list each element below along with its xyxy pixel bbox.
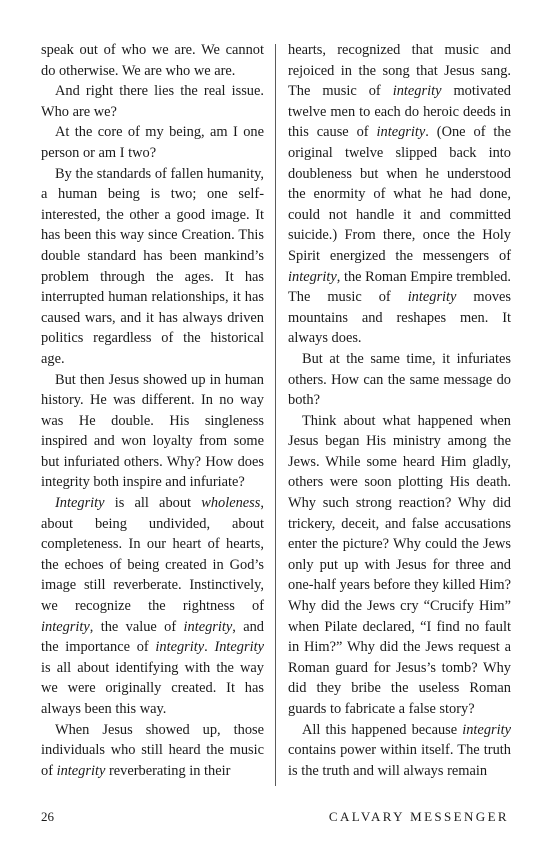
paragraph: And right there lies the real issue. Who are we? (41, 83, 264, 120)
paragraph: But at the same time, it infuriates others. How can the same message do both? (288, 350, 511, 409)
running-title: CALVARY MESSENGER (328, 809, 509, 824)
paragraph: Integrity is all about wholeness, about being undivided, about completeness. In our heart of hearts, the echoes of being created in God’s image still reverberate. Instinctively, we recognize the rightness of integrity, the value of integrity, and the importance of integrity. Integrity is all about identifying with the way we were originally created. It has always been this way. (41, 495, 264, 717)
paragraph: speak out of who we are. We cannot do otherwise. We are who we are. (41, 42, 264, 79)
column-divider (275, 44, 276, 786)
paragraph: But then Jesus showed up in human history. He was different. In no way was He double. His singleness inspired and won loyalty from some but infuriated others. Why? How does integrity both inspire and infuriate? (41, 371, 264, 491)
page-number: 26 (41, 809, 54, 824)
paragraph: At the core of my being, am I one person or am I two? (41, 124, 264, 161)
right-column (288, 40, 511, 781)
paragraph: By the standards of fallen humanity, a human being is two; one self-interested, the other a good image. It has been this way since Creation. This double standard has been mankind’s problem through the ages. It has interrupted human relationships, it has caused wars, and it has always driven politics regardless of the historical age. (41, 165, 264, 367)
paragraph: When Jesus showed up, those individuals who still heard the music of integrity reverberating in their (41, 721, 264, 779)
paragraph: hearts, recognized that music and rejoiced in the song that Jesus sang. The music of integrity motivated twelve men to each do heroic deeds in this cause of integrity. (One of the original twelve slipped back into doubleness but when he understood the enormity of what he had done, could not handle it and committed suicide.) From there, once the Holy Spirit energized the messengers of integrity, the Roman Empire trembled. The music of integrity moves mountains and reshapes men. It always does. (288, 42, 512, 347)
paragraph: Think about what happened when Jesus began His ministry among the Jews. While some heard Him gladly, others were soon plotting His death. Why such strong reaction? Why did trickery, deceit, and false accusations enter the picture? Why could the Jews only put up with Jesus for three and one-half years before they killed Him? Why did the Jews cry “Crucify Him” when Pilate declared, “I find no fault in Him?” Why did the Jews request a Roman guard for Jesus’s tomb? Why did they bribe the useless Roman guards to fabricate a false story? (288, 412, 511, 717)
paragraph: All this happened because integrity contains power within itself. The truth is the truth and will always remain (288, 721, 511, 779)
left-column (41, 40, 264, 781)
